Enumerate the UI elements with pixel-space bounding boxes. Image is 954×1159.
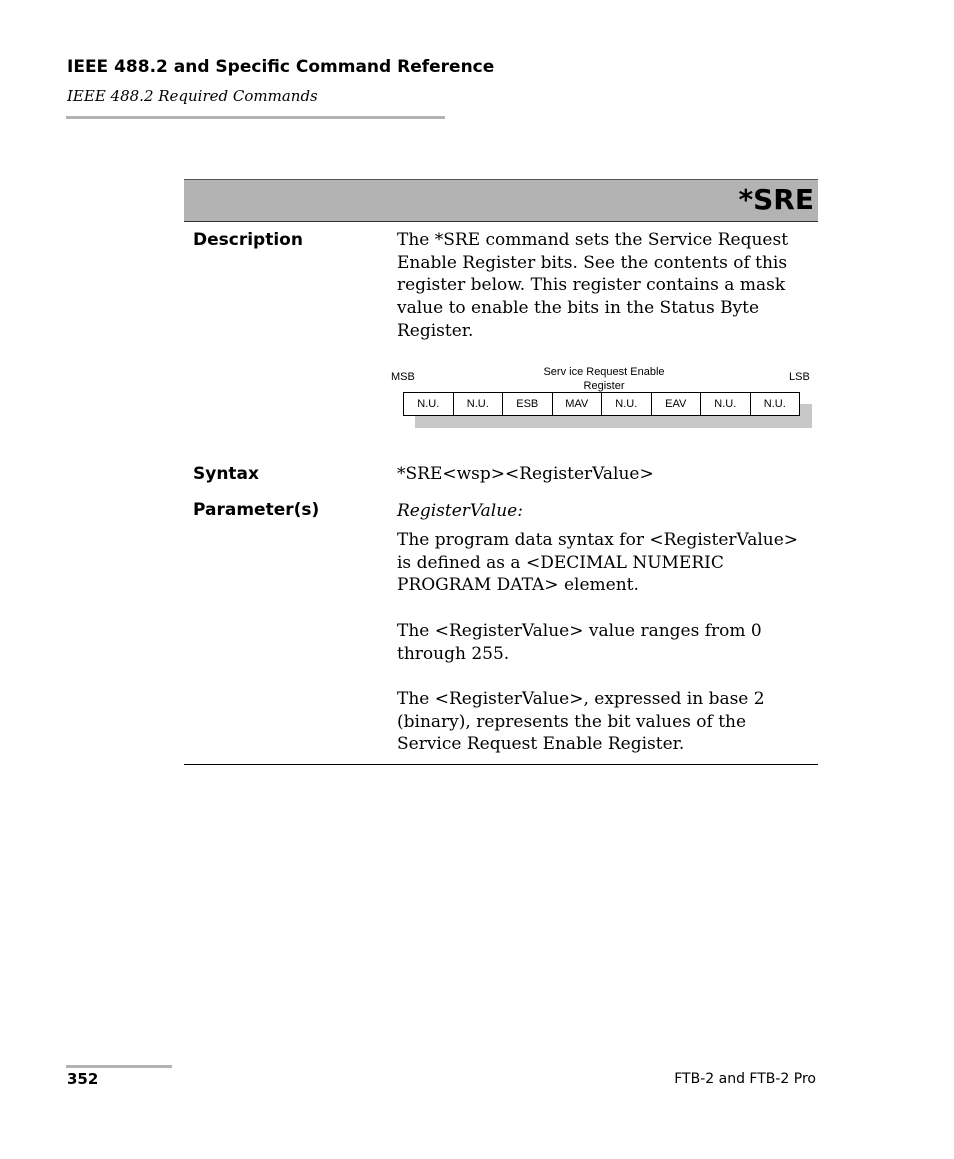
command-title-bar xyxy=(184,179,818,222)
register-bit-2: EAV xyxy=(652,393,702,415)
parameter-paragraph-1: The program data syntax for <RegisterValue> is defined as a <DECIMAL NUMERIC PROGRAM DATA> element. xyxy=(397,530,799,596)
register-bit-7: N.U. xyxy=(404,393,454,415)
page-number: 352 xyxy=(67,1070,99,1088)
register-bit-4: MAV xyxy=(553,393,603,415)
section-subtitle: IEEE 488.2 Required Commands xyxy=(67,87,318,105)
description-text: The *SRE command sets the Service Request Enable Register bits. See the contents of this register below. This register contains a mask value to enable the bits in the Status Byte Register. xyxy=(397,230,789,341)
section-title: IEEE 488.2 and Specific Command Reference xyxy=(67,57,495,77)
command-name: *SRE xyxy=(738,183,814,216)
syntax-text: *SRE<wsp><RegisterValue> xyxy=(397,464,654,484)
parameter-paragraph-2: The <RegisterValue> value ranges from 0 through 255. xyxy=(397,621,762,664)
header-divider xyxy=(66,116,445,119)
parameter-paragraph-3: The <RegisterValue>, expressed in base 2 (binary), represents the bit values of the Service Request Enable Register. xyxy=(397,689,765,755)
parameter-name: RegisterValue: xyxy=(397,501,523,521)
register-bits-row xyxy=(403,392,800,416)
register-bit-6: N.U. xyxy=(454,393,504,415)
register-bit-1: N.U. xyxy=(701,393,751,415)
register-lsb-label: LSB xyxy=(789,371,810,383)
description-label: Description xyxy=(193,230,303,250)
register-bit-5: ESB xyxy=(503,393,553,415)
register-bit-3: N.U. xyxy=(602,393,652,415)
register-msb-label: MSB xyxy=(391,371,415,383)
register-title: Serv ice Request Enable Register xyxy=(543,366,665,392)
table-bottom-divider xyxy=(184,764,818,765)
product-name: FTB-2 and FTB-2 Pro xyxy=(674,1071,816,1087)
syntax-label: Syntax xyxy=(193,464,259,484)
parameters-label: Parameter(s) xyxy=(193,500,320,520)
footer-divider xyxy=(66,1065,172,1068)
register-bit-0: N.U. xyxy=(763,398,786,410)
